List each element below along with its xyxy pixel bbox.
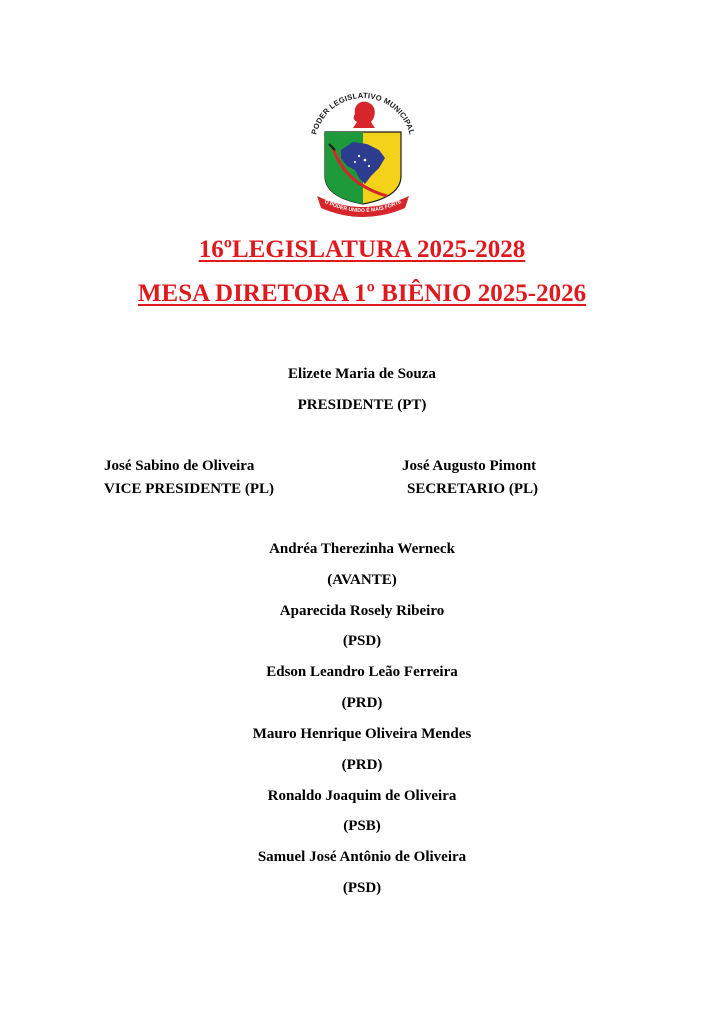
member-party: (PRD) [341,757,383,773]
member-party: (PSD) [342,633,382,649]
member-name: Samuel José Antônio de Oliveira [257,849,467,865]
board-title: MESA DIRETORA 1º BIÊNIO 2025-2026 [137,280,587,307]
president-name: Elizete Maria de Souza [288,366,436,382]
member-name: Ronaldo Joaquim de Oliveira [267,788,457,804]
president-role: PRESIDENTE (PT) [297,397,427,413]
member-name: Aparecida Rosely Ribeiro [279,603,445,619]
seal-cap-shape [353,102,375,128]
vice-president-role: VICE PRESIDENTE (PL) [104,481,275,497]
member-party: (PRD) [341,695,383,711]
secretary-name: José Augusto Pimont [402,458,537,474]
secretary-role: SECRETARIO (PL) [407,481,538,497]
legislative-seal-logo [305,84,421,224]
member-name: Mauro Henrique Oliveira Mendes [252,726,472,742]
seal-motto-text: O PODER UNIDO É MAIS FORTE [323,198,403,215]
member-party: (AVANTE) [327,572,397,588]
member-name: Edson Leandro Leão Ferreira [266,664,458,680]
legislature-title: 16ºLEGISLATURA 2025-2028 [198,236,526,263]
member-name: Andréa Therezinha Werneck [269,541,455,557]
member-party: (PSB) [343,818,381,834]
seal-arc-text: PODER LEGISLATIVO MUNICIPAL [309,90,417,136]
vice-president-name: José Sabino de Oliveira [104,458,255,474]
member-party: (PSD) [342,880,382,896]
